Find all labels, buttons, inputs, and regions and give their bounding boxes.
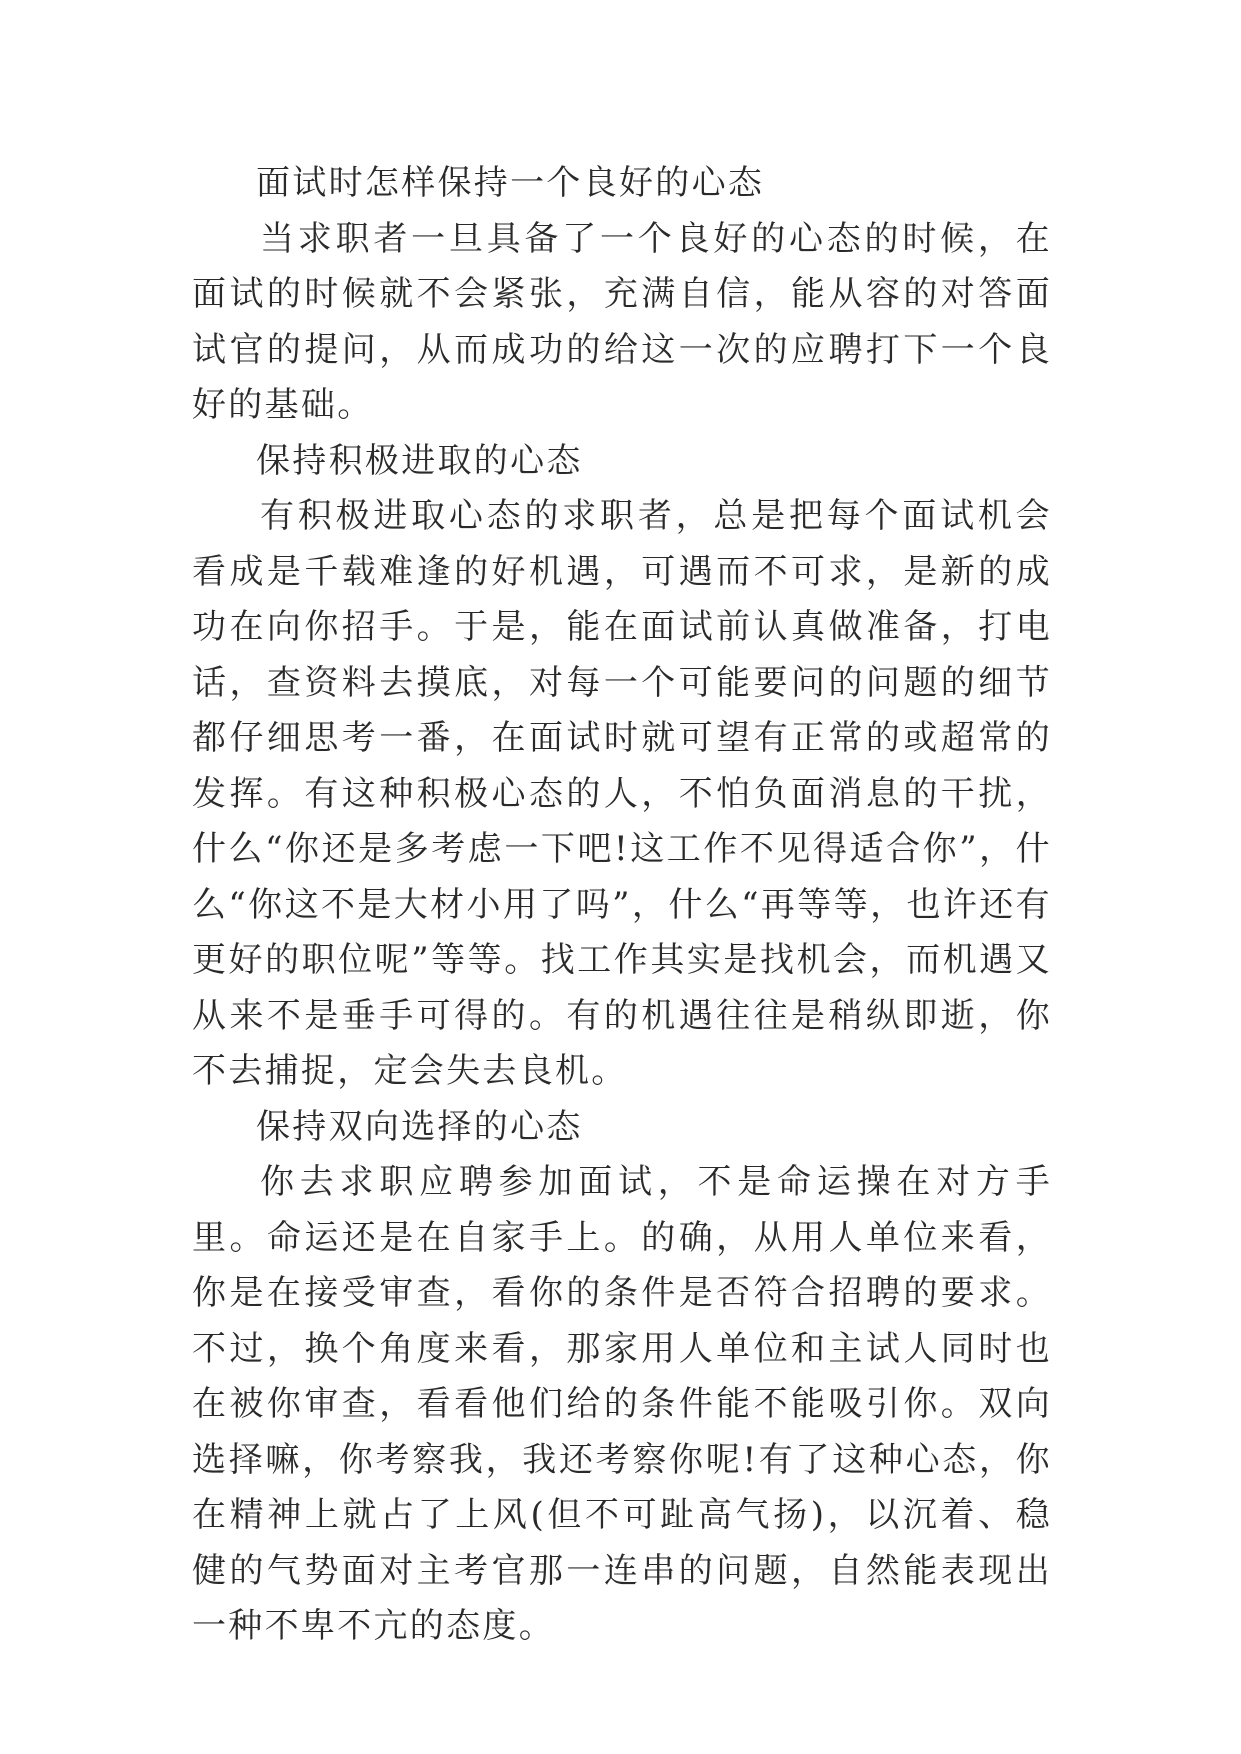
paragraph-two-way-selection: 你去求职应聘参加面试，不是命运操在对方手里。命运还是在自家手上。的确，从用人单位来看，你是在接受审查，看你的条件是否符合招聘的要求。不过，换个角度来看，那家用人单位和主试人同时也在被你审查，看看他们给的条件能不能吸引你。双向选择嘛，你考察我，我还考察你呢!有了这种心态，你在精神上就占了上风(但不可趾高气扬)，以沉着、稳健的气势面对主考官那一连串的问题，自然能表现出一种不卑不亢的态度。 <box>192 1162 1052 1646</box>
document-body <box>192 156 1052 1655</box>
section-heading-positive-attitude: 保持积极进取的心态 <box>256 440 583 481</box>
section-heading-main: 面试时怎样保持一个良好的心态 <box>256 163 765 203</box>
paragraph-intro: 当求职者一旦具备了一个良好的心态的时候，在面试的时候就不会紧张，充满自信，能从容的对答面试官的提问，从而成功的给这一次的应聘打下一个良好的基础。 <box>192 218 1052 425</box>
paragraph-positive-attitude: 有积极进取心态的求职者，总是把每个面试机会看成是千载难逢的好机遇，可遇而不可求，是新的成功在向你招手。于是，能在面试前认真做准备，打电话，查资料去摸底，对每一个可能要问的问题的细节都仔细思考一番，在面试时就可望有正常的或超常的发挥。有这种积极心态的人，不怕负面消息的干扰，什么“你还是多考虑一下吧!这工作不见得适合你”，什么“你这不是大材小用了吗”，什么“再等等，也许还有更好的职位呢”等等。找工作其实是找机会，而机遇又从来不是垂手可得的。有的机遇往往是稍纵即逝，你不去捕捉，定会失去良机。 <box>192 496 1052 1091</box>
section-heading-two-way-selection: 保持双向选择的心态 <box>256 1106 583 1147</box>
